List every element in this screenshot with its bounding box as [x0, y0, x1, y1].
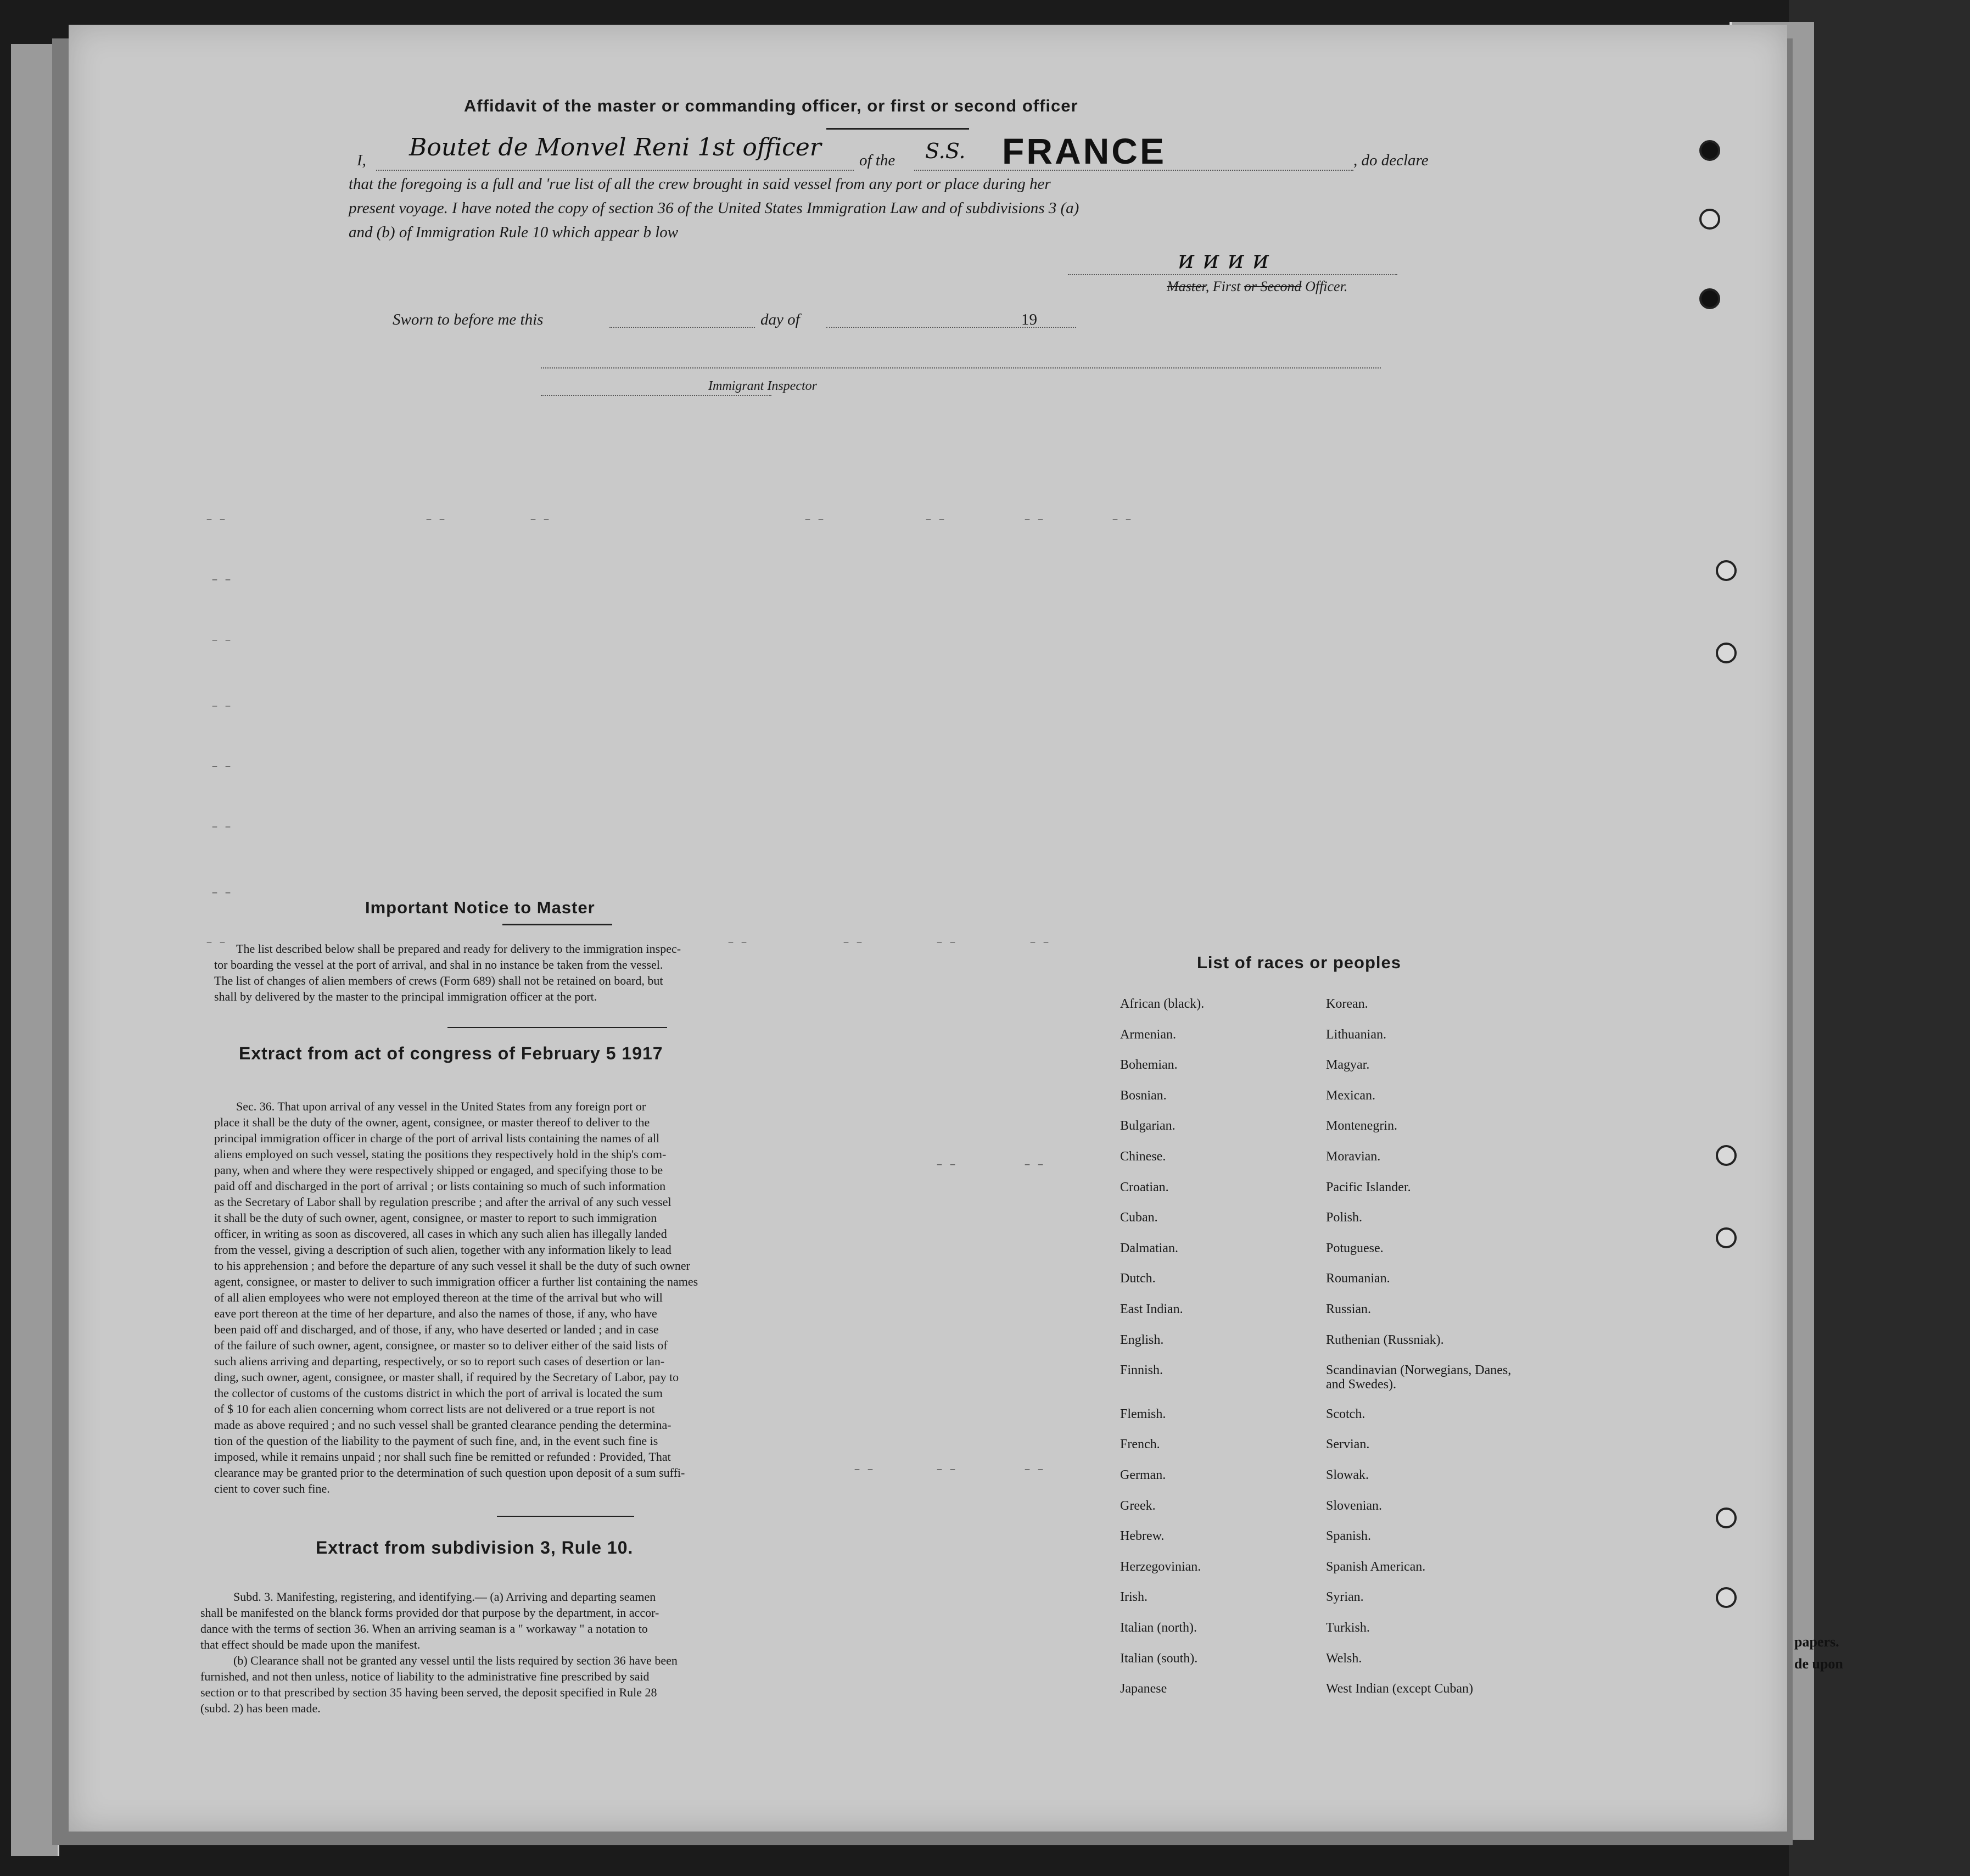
fill-line [609, 326, 755, 328]
rule-line: (subd. 2) has been made. [200, 1701, 321, 1715]
act-line: the collector of customs of the customs district in which the port of arrival is located the sum [214, 1386, 663, 1400]
race-item: Dalmatian. [1120, 1241, 1178, 1255]
races-title: List of races or peoples [1197, 953, 1401, 972]
race-item: German. [1120, 1468, 1166, 1482]
column-mark: – – [1024, 513, 1044, 526]
column-mark: – – [804, 513, 825, 526]
race-item: Roumanian. [1326, 1271, 1390, 1286]
act-extract-title: Extract from act of congress of February 5 1917 [239, 1043, 663, 1063]
column-mark: – – [206, 513, 226, 526]
divider [497, 1516, 634, 1517]
act-line: cient to cover such fine. [214, 1482, 330, 1495]
fill-line [376, 169, 854, 171]
binder-hole-icon [1699, 288, 1720, 309]
declaration-line-4: and (b) of Immigration Rule 10 which appear b low [349, 224, 679, 241]
race-item: Polish. [1326, 1210, 1363, 1225]
officer-signature-handwritten: ᴎ ᴎ ᴎ ᴎ [1178, 244, 1269, 274]
act-line: such aliens arriving and departing, respectively, or so to report such cases of desertion or lan- [214, 1354, 665, 1368]
vessel-prefix-handwritten: S.S. [925, 139, 966, 163]
column-mark: – – [211, 761, 232, 773]
race-item: Welsh. [1326, 1651, 1362, 1666]
binder-hole-icon [1699, 140, 1720, 161]
race-item: Ruthenian (Russniak). [1326, 1333, 1444, 1347]
vessel-name: FRANCE [1002, 131, 1166, 171]
rule-line: shall be manifested on the blanck forms provided dor that purpose by the department, in accor- [200, 1606, 659, 1620]
act-line: of $ 10 for each alien concerning whom correct lists are not delivered or a true report is not [214, 1402, 655, 1416]
binder-hole-icon [1716, 560, 1737, 581]
signature-line [1068, 273, 1397, 275]
column-mark: – – [936, 936, 956, 949]
column-mark: – – [936, 1464, 956, 1476]
column-mark: – – [1024, 1159, 1044, 1171]
race-item: Croatian. [1120, 1180, 1169, 1194]
race-item: Slowak. [1326, 1468, 1369, 1482]
do-declare: , do declare [1353, 152, 1429, 169]
race-item: Bulgarian. [1120, 1119, 1176, 1133]
act-line: clearance may be granted prior to the determination of such question upon deposit of a sum suffi- [214, 1466, 685, 1479]
notice-line: The list described below shall be prepared and ready for delivery to the immigration inspec- [236, 942, 681, 956]
rule-extract-title: Extract from subdivision 3, Rule 10. [316, 1538, 634, 1557]
act-line: tion of the question of the liability to the payment of such fine, and, in the event such fine is [214, 1434, 658, 1448]
column-mark: – – [854, 1464, 874, 1476]
column-mark: – – [1112, 513, 1132, 526]
rule-line: that effect should be made upon the manifest. [200, 1638, 421, 1651]
race-item: Scotch. [1326, 1407, 1365, 1421]
act-line: imposed, while it remains unpaid ; nor shall such fine be remitted or refunded : Provided, That [214, 1450, 671, 1464]
race-item: Hebrew. [1120, 1529, 1165, 1543]
column-mark: – – [925, 513, 945, 526]
notice-line: The list of changes of alien members of crews (Form 689) shall not be retained on board, but [214, 974, 663, 987]
fill-line [914, 169, 1353, 171]
day-of-label: day of [760, 311, 800, 328]
race-item: Chinese. [1120, 1149, 1166, 1164]
race-item: Italian (north). [1120, 1621, 1197, 1635]
document-page [69, 25, 1787, 1832]
rule-line: (b) Clearance shall not be granted any vessel until the lists required by section 36 have been [233, 1654, 678, 1667]
act-line: made as above required ; and no such vessel shall be granted clearance pending the determina- [214, 1418, 671, 1432]
background-edge [1789, 0, 1970, 1876]
binder-hole-icon [1699, 209, 1720, 230]
race-item: English. [1120, 1333, 1164, 1347]
fill-line [541, 366, 1381, 369]
race-item: Japanese [1120, 1682, 1167, 1696]
notice-title: Important Notice to Master [365, 898, 595, 917]
act-line: ding, such owner, agent, consignee, or master shall, if required by the Secretary of Labor, pay to [214, 1370, 679, 1384]
race-item: Greek. [1120, 1499, 1156, 1513]
act-line: been paid off and discharged, and of those, if any, who have deserted or landed ; and in case [214, 1322, 659, 1336]
race-item: Servian. [1326, 1437, 1370, 1451]
notice-text [214, 941, 895, 1004]
caption-master: Master [1167, 278, 1206, 294]
divider [502, 924, 612, 925]
race-item: Lithuanian. [1326, 1028, 1386, 1042]
race-item: Dutch. [1120, 1271, 1156, 1286]
act-line: Sec. 36. That upon arrival of any vessel in the United States from any foreign port or [236, 1099, 646, 1113]
act-line: paid off and discharged in the port of arrival ; or lists containing so much of such information [214, 1179, 666, 1193]
act-line: officer, in writing as soon as discovered, all cases in which any such alien has illegally landed [214, 1227, 667, 1241]
sworn-label: Sworn to before me this [393, 311, 544, 328]
rule-line: Subd. 3. Manifesting, registering, and identifying.— (a) Arriving and departing seamen [233, 1590, 656, 1604]
act-line: principal immigration officer in charge of the port of arrival lists containing the names of all [214, 1131, 660, 1145]
signature-caption [1167, 278, 1347, 295]
act-line: to his apprehension ; and before the departure of any such vessel it shall be the duty of such owner [214, 1259, 690, 1272]
column-mark: – – [211, 700, 232, 713]
column-mark: – – [211, 821, 232, 834]
race-item: Spanish. [1326, 1529, 1372, 1543]
rule-extract-text [200, 1589, 895, 1716]
rule-line: dance with the terms of section 36. When an arriving seaman is a " workaway " a notation to [200, 1622, 648, 1635]
column-mark: – – [1029, 936, 1050, 949]
race-item: East Indian. [1120, 1302, 1183, 1316]
column-mark: – – [530, 513, 550, 526]
race-item: Turkish. [1326, 1621, 1370, 1635]
race-item: Mexican. [1326, 1088, 1375, 1103]
declaration-line-3: present voyage. I have noted the copy of section 36 of the United States Immigration Law and of subdivisions 3 (a) [349, 199, 1079, 217]
act-line: as the Secretary of Labor shall by regulation prescribe ; and after the arrival of any such vessel [214, 1195, 671, 1209]
fill-line [541, 394, 771, 396]
column-mark: – – [727, 936, 748, 949]
race-item: Montenegrin. [1326, 1119, 1397, 1133]
race-item: Korean. [1326, 997, 1368, 1011]
act-line: aliens employed on such vessel, stating the positions they respectively hold in the ship's com- [214, 1147, 667, 1161]
race-item: Moravian. [1326, 1149, 1381, 1164]
act-line: from the vessel, giving a description of such alien, together with any information likely to lead [214, 1243, 671, 1257]
act-line: of all alien employees who were not employed thereon at the time of the arrival but who will [214, 1291, 663, 1304]
binder-hole-icon [1716, 1587, 1737, 1608]
affidavit-title: Affidavit of the master or commanding officer, or first or second officer [464, 96, 1078, 115]
race-item: Bohemian. [1120, 1058, 1178, 1072]
binder-hole-icon [1716, 1227, 1737, 1248]
race-item: Russian. [1326, 1302, 1372, 1316]
race-item: Slovenian. [1326, 1499, 1382, 1513]
column-mark: – – [211, 634, 232, 647]
race-item: Potuguese. [1326, 1241, 1384, 1255]
act-extract-text [214, 1098, 895, 1497]
race-item: Herzegovinian. [1120, 1560, 1201, 1574]
column-mark: – – [211, 574, 232, 587]
race-item: Scandinavian (Norwegians, Danes, and Swedes). [1326, 1363, 1512, 1392]
inspector-label: Immigrant Inspector [708, 379, 817, 393]
race-item: Bosnian. [1120, 1088, 1167, 1103]
notice-line: tor boarding the vessel at the port of arrival, and shal in no instance be taken from the vessel. [214, 958, 663, 972]
column-mark: – – [206, 936, 226, 949]
race-item: Cuban. [1120, 1210, 1158, 1225]
binder-hole-icon [1716, 643, 1737, 663]
of-the-label: of the [859, 152, 896, 169]
column-mark: – – [1024, 1464, 1044, 1476]
race-item: Flemish. [1120, 1407, 1166, 1421]
underlying-page-text-1: papers. [1794, 1634, 1839, 1650]
race-item: Irish. [1120, 1590, 1148, 1604]
rule-line: section or to that prescribed by section 35 having been served, the deposit specified in Rule 28 [200, 1685, 657, 1699]
rule-line: furnished, and not then unless, notice of liability to the administrative fine prescribed by said [200, 1670, 650, 1683]
race-item: African (black). [1120, 997, 1205, 1011]
declarant-name-handwritten: Boutet de Monvel Reni 1st officer [409, 133, 821, 161]
divider [447, 1027, 667, 1028]
column-mark: – – [211, 887, 232, 900]
race-item: Magyar. [1326, 1058, 1370, 1072]
act-line: of the failure of such owner, agent, consignee, or master so to deliver either of the said lists of [214, 1338, 668, 1352]
race-item: Italian (south). [1120, 1651, 1198, 1666]
declaration-line-2: that the foregoing is a full and 'rue list of all the crew brought in said vessel from any port or place during her [349, 175, 1051, 193]
race-item: Armenian. [1120, 1028, 1176, 1042]
act-line: it shall be the duty of such owner, agent, consignee, or master to report to such immigration [214, 1211, 657, 1225]
declaration-prefix: I, [357, 152, 366, 169]
act-line: agent, consignee, or master to deliver to such immigration officer a further list containing the names [214, 1275, 698, 1288]
caption-officer: Officer. [1305, 278, 1348, 294]
fill-line [826, 326, 1076, 328]
race-item: Finnish. [1120, 1363, 1163, 1377]
race-item: French. [1120, 1437, 1160, 1451]
race-item: Spanish American. [1326, 1560, 1426, 1574]
race-item: Syrian. [1326, 1590, 1364, 1604]
column-mark: – – [843, 936, 863, 949]
caption-first: , First [1205, 278, 1241, 294]
divider [826, 128, 969, 130]
act-line: place it shall be the duty of the owner, agent, consignee, or master thereof to deliver to the [214, 1115, 650, 1129]
race-item: Pacific Islander. [1326, 1180, 1411, 1194]
act-line: pany, when and where they were respectively shipped or engaged, and specifying those to be [214, 1163, 663, 1177]
race-item: West Indian (except Cuban) [1326, 1682, 1473, 1696]
year-label: 19 [1021, 311, 1037, 328]
notice-line: shall by delivered by the master to the principal immigration officer at the port. [214, 990, 597, 1003]
column-mark: – – [426, 513, 446, 526]
binder-hole-icon [1716, 1508, 1737, 1528]
binder-hole-icon [1716, 1145, 1737, 1166]
underlying-page-text-2: de upon [1794, 1656, 1843, 1672]
act-line: eave port thereon at the time of her departure, and also the names of those, if any, who have [214, 1307, 657, 1320]
caption-second: or Second [1244, 278, 1302, 294]
column-mark: – – [936, 1159, 956, 1171]
